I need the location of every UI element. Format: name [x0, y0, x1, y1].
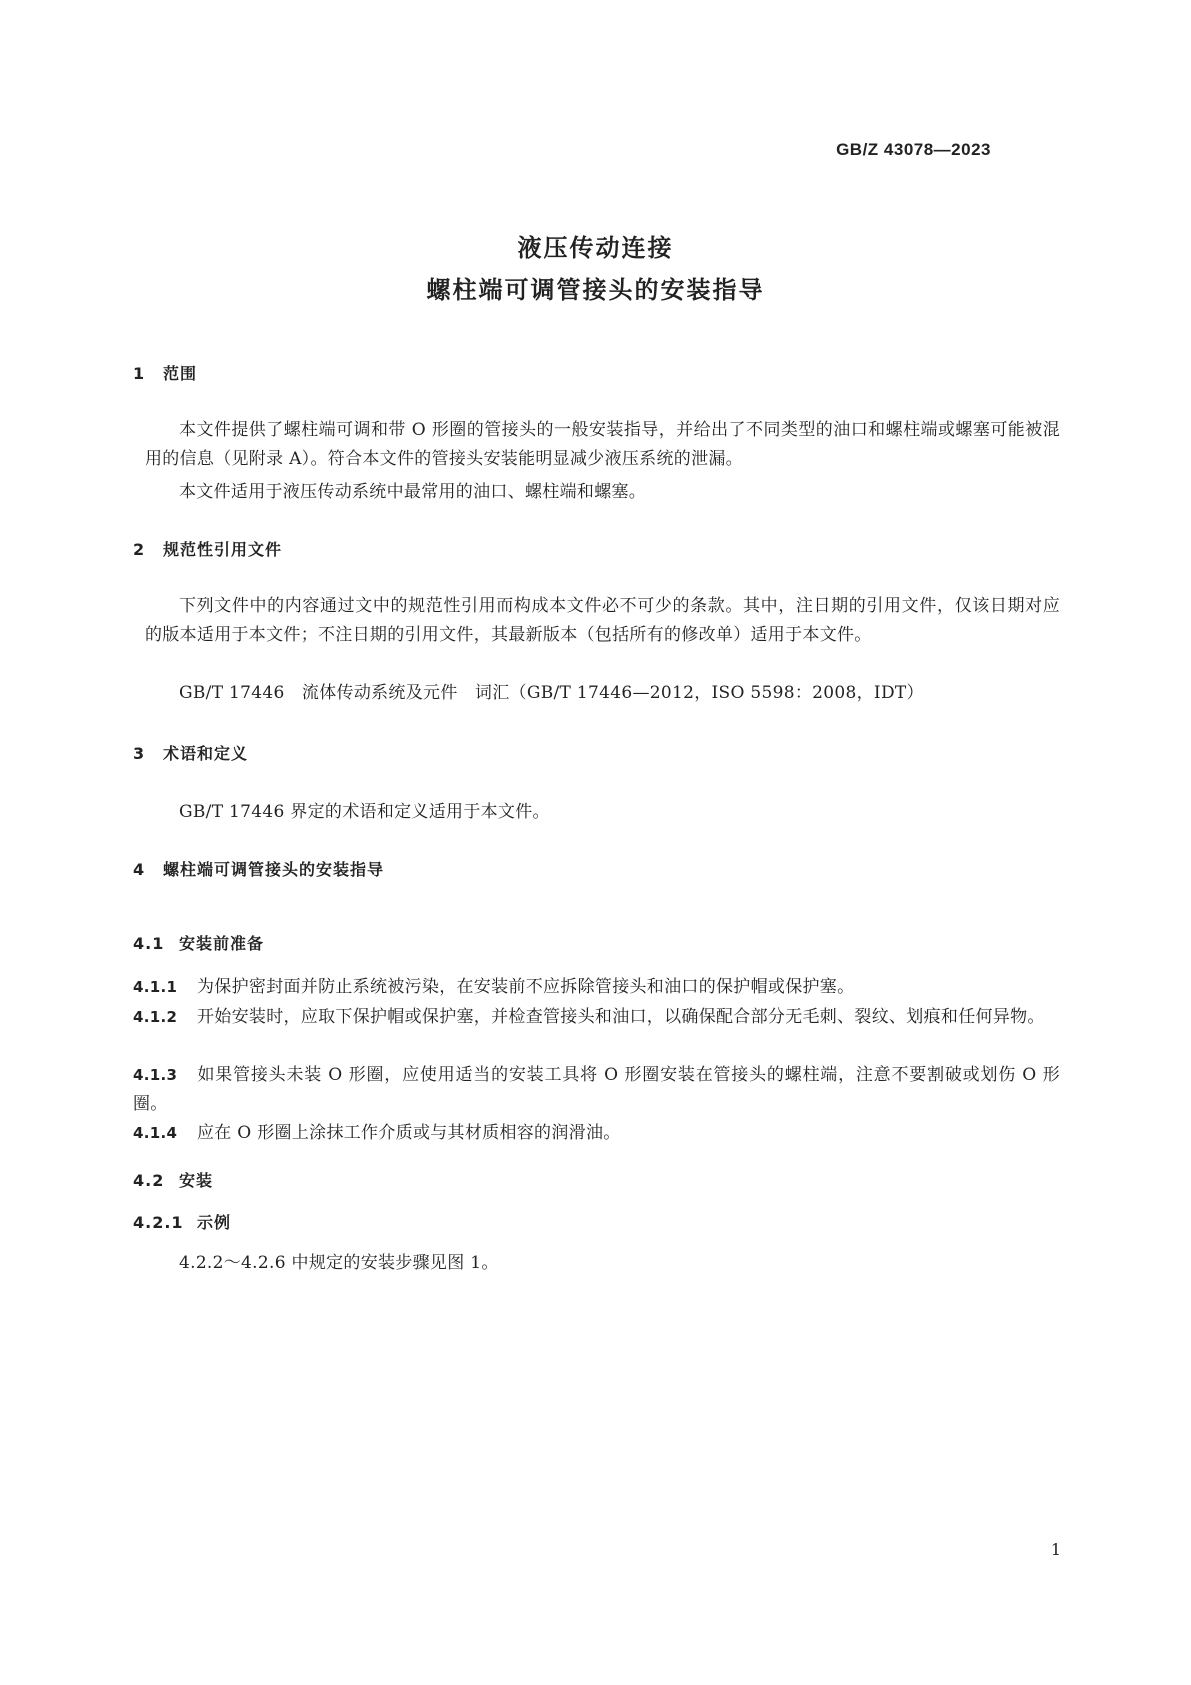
- section-number: 2: [133, 540, 146, 559]
- section-4-2-1-paragraph: 4.2.2～4.2.6 中规定的安装步骤见图 1。: [179, 1253, 499, 1273]
- section-3-heading: [133, 741, 248, 764]
- section-number: 1: [133, 364, 146, 383]
- clause-number: 4.1.2: [133, 1008, 178, 1026]
- section-4-1-heading: [133, 931, 264, 954]
- document-title-line2: 螺柱端可调管接头的安装指导: [426, 276, 765, 304]
- section-1-heading: [133, 361, 197, 384]
- section-1-paragraph-1: 本文件提供了螺柱端可调和带 O 形圈的管接头的一般安装指导，并给出了不同类型的油口和螺柱端或螺塞可能被混用的信息（见附录 A）。符合本文件的管接头安装能明显减少液压系统的泄漏。: [145, 420, 1060, 469]
- section-number: 4.2: [133, 1171, 165, 1190]
- clause-number: 4.1.3: [133, 1066, 178, 1084]
- section-number: 3: [133, 744, 146, 763]
- section-title: 安装前准备: [179, 934, 265, 953]
- section-title: 术语和定义: [163, 744, 249, 763]
- section-4-2-heading: [133, 1168, 213, 1191]
- section-title: 安装: [179, 1171, 214, 1190]
- section-title: 规范性引用文件: [163, 540, 283, 559]
- clause-4-1-3: [133, 1061, 1060, 1119]
- clause-4-1-4: [133, 1119, 1060, 1148]
- section-number: 4.2.1: [133, 1213, 184, 1232]
- section-2-paragraph-1: 下列文件中的内容通过文中的规范性引用而构成本文件必不可少的条款。其中，注日期的引用文件，仅该日期对应的版本适用于本文件；不注日期的引用文件，其最新版本（包括所有的修改单）适用于本文件。: [145, 596, 1060, 645]
- clause-4-1-2: [133, 1003, 1060, 1032]
- section-4-2-1-heading: [133, 1210, 231, 1233]
- document-title-line1: 液压传动连接: [517, 234, 674, 262]
- section-1-paragraph-2: 本文件适用于液压传动系统中最常用的油口、螺柱端和螺塞。: [179, 482, 647, 502]
- section-number: 4: [133, 860, 146, 879]
- page-number: 1: [1050, 1540, 1061, 1559]
- standard-code: GB/Z 43078—2023: [836, 140, 991, 159]
- section-number: 4.1: [133, 934, 165, 953]
- clause-text: 开始安装时，应取下保护帽或保护塞，并检查管接头和油口，以确保配合部分无毛刺、裂纹、划痕和任何异物。: [197, 1007, 1045, 1027]
- section-4-heading: [133, 857, 384, 880]
- clause-text: 如果管接头未装 O 形圈，应使用适当的安装工具将 O 形圈安装在管接头的螺柱端，注意不要割破或划伤 O 形圈。: [133, 1065, 1060, 1114]
- section-title: 示例: [197, 1213, 232, 1232]
- section-2-heading: [133, 537, 282, 560]
- normative-reference: GB/T 17446 流体传动系统及元件 词汇（GB/T 17446—2012，ISO 5598：2008，IDT）: [179, 683, 924, 703]
- clause-text: 为保护密封面并防止系统被污染，在安装前不应拆除管接头和油口的保护帽或保护塞。: [197, 977, 855, 997]
- section-3-paragraph-1: GB/T 17446 界定的术语和定义适用于本文件。: [179, 802, 550, 822]
- section-title: 范围: [163, 364, 198, 383]
- clause-text: 应在 O 形圈上涂抹工作介质或与其材质相容的润滑油。: [197, 1123, 621, 1143]
- clause-number: 4.1.4: [133, 1124, 178, 1142]
- clause-4-1-1: [133, 973, 1060, 1002]
- section-title: 螺柱端可调管接头的安装指导: [163, 860, 385, 879]
- clause-number: 4.1.1: [133, 978, 178, 996]
